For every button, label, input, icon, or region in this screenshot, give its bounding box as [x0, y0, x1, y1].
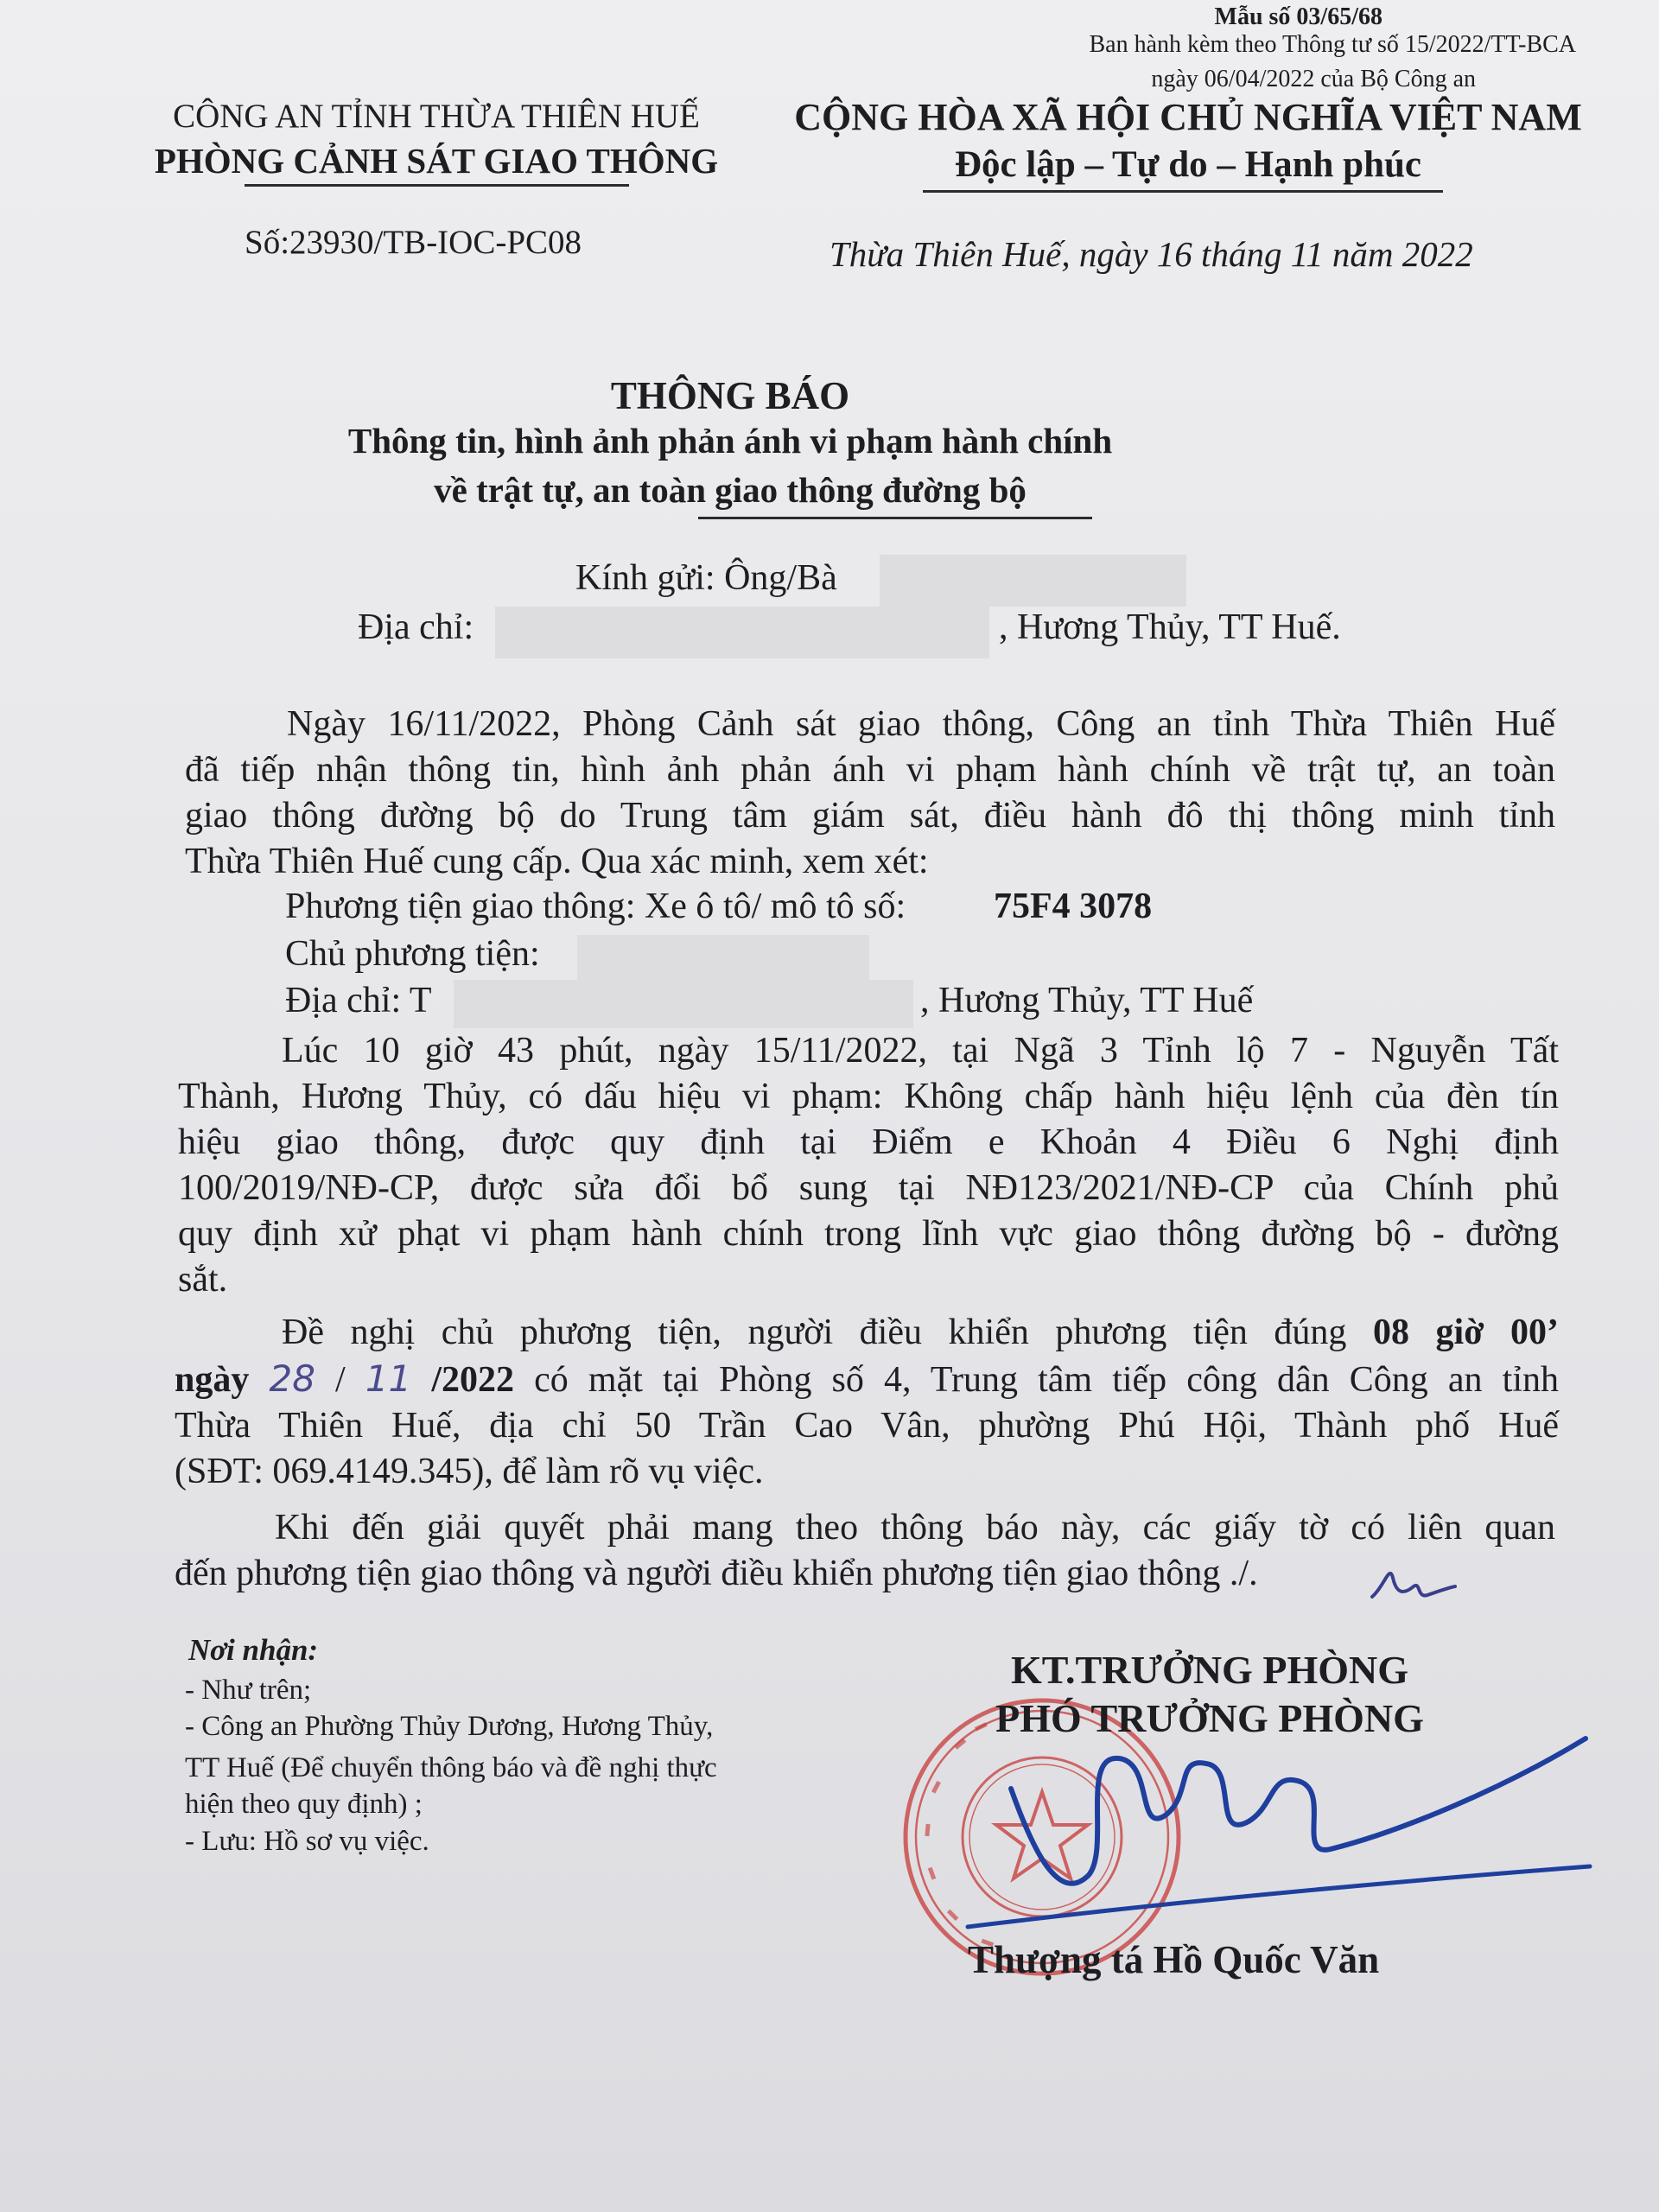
recipients-heading: Nơi nhận:: [188, 1633, 319, 1667]
address-redaction: [495, 607, 989, 658]
paragraph-line: đến phương tiện giao thông và người điều khiển phương tiện giao thông ./.: [175, 1554, 1258, 1593]
document-title: THÔNG BÁO: [610, 374, 850, 417]
recipient-item: - Công an Phường Thủy Dương, Hương Thủy,: [185, 1711, 714, 1742]
agency-parent: CÔNG AN TỈNH THỪA THIÊN HUẾ: [173, 98, 700, 135]
paragraph-line: [175, 1310, 1559, 1356]
summons-day-label: ngày: [175, 1360, 250, 1400]
summons-location: có mặt tại Phòng số 4, Trung tâm tiếp công dân Công an tỉnh: [534, 1360, 1560, 1400]
document-number: Số:23930/TB-IOC-PC08: [245, 224, 582, 261]
handwritten-signature: [950, 1719, 1607, 1953]
document-subtitle-line-1: Thông tin, hình ảnh phản ánh vi phạm hành chính: [347, 421, 1113, 461]
agency-underline: [245, 184, 629, 187]
form-code: Mẫu số 03/65/68: [1214, 3, 1382, 30]
paragraph-line: Ngày 16/11/2022, Phòng Cảnh sát giao thông, Công an tỉnh Thừa Thiên Huế: [287, 704, 1555, 744]
signer-name: Thượng tá Hồ Quốc Văn: [968, 1938, 1380, 1981]
handwritten-day: 28: [269, 1357, 315, 1400]
paragraph-line: Thành, Hương Thủy, có dấu hiệu vi phạm: Không chấp hành hiệu lệnh của đèn tín: [178, 1077, 1559, 1116]
paragraph-intro: [185, 702, 1555, 885]
paragraph-line: giao thông đường bộ do Trung tâm giám sát, điều hành đô thị thông minh tỉnh: [185, 796, 1555, 836]
recipient-item: - Lưu: Hồ sơ vụ việc.: [185, 1826, 429, 1857]
handwritten-month: 11: [365, 1357, 412, 1400]
document-subtitle-line-2: về trật tự, an toàn giao thông đường bộ: [434, 470, 1027, 510]
paragraph-line: Thừa Thiên Huế, địa chỉ 50 Trần Cao Vân, phường Phú Hội, Thành phố Huế: [175, 1406, 1559, 1446]
owner-address-label: Địa chỉ: T: [285, 981, 432, 1020]
recipient-item: - Như trên;: [185, 1675, 312, 1706]
country-motto: Độc lập – Tự do – Hạnh phúc: [955, 144, 1421, 185]
summons-year: /2022: [431, 1360, 515, 1400]
summons-request: Đề nghị chủ phương tiện, người điều khiển phương tiện đúng: [282, 1313, 1347, 1352]
paragraph-line: Thừa Thiên Huế cung cấp. Qua xác minh, xem xét:: [185, 842, 929, 881]
place-date: Thừa Thiên Huế, ngày 16 tháng 11 năm 2022: [830, 234, 1473, 274]
recipient-name-redaction: [880, 555, 1186, 607]
signer-role: PHÓ TRƯỞNG PHÒNG: [995, 1696, 1424, 1740]
summons-time: 08 giờ 00’: [1373, 1313, 1560, 1352]
paragraph-line: [175, 1356, 1559, 1403]
paragraph-summons: [175, 1310, 1559, 1495]
title-underline: [698, 517, 1092, 519]
paragraph-requirements: [175, 1505, 1555, 1597]
vehicle-label: Phương tiện giao thông: Xe ô tô/ mô tô số:: [285, 887, 906, 926]
form-basis-date: ngày 06/04/2022 của Bộ Công an: [1151, 66, 1476, 92]
paragraph-line: sắt.: [178, 1260, 228, 1300]
country-name: CỘNG HÒA XÃ HỘI CHỦ NGHĨA VIỆT NAM: [794, 96, 1582, 138]
license-plate: 75F4 3078: [994, 887, 1153, 926]
paragraph-line: hiệu giao thông, được quy định tại Điểm e Khoản 4 Điều 6 Nghị định: [178, 1122, 1559, 1162]
owner-name-redaction: [577, 935, 869, 980]
form-basis: Ban hành kèm theo Thông tư số 15/2022/TT-BCA: [1089, 31, 1576, 58]
recipient-item: hiện theo quy định) ;: [185, 1789, 423, 1820]
address-label: Địa chỉ:: [358, 607, 474, 647]
paragraph-line: quy định xử phạt vi phạm hành chính trong lĩnh vực giao thông đường bộ - đường: [178, 1214, 1559, 1254]
signing-authority: KT.TRƯỞNG PHÒNG: [1011, 1648, 1408, 1692]
owner-address-redaction: [454, 980, 913, 1028]
owner-address-suffix: , Hương Thủy, TT Huế: [920, 981, 1254, 1020]
paragraph-violation: [178, 1028, 1559, 1303]
recipient-item: TT Huế (Để chuyển thông báo và đề nghị thực: [185, 1752, 717, 1783]
paragraph-line: 100/2019/NĐ-CP, được sửa đổi bổ sung tại NĐ123/2021/NĐ-CP của Chính phủ: [178, 1168, 1559, 1208]
paragraph-line: (SĐT: 069.4149.345), để làm rõ vụ việc.: [175, 1452, 764, 1491]
paragraph-line: Khi đến giải quyết phải mang theo thông báo này, các giấy tờ có liên quan: [275, 1508, 1555, 1548]
initial-mark: [1365, 1552, 1460, 1612]
date-separator: /: [335, 1360, 346, 1400]
address-suffix: , Hương Thủy, TT Huế.: [999, 607, 1341, 647]
paragraph-line: đã tiếp nhận thông tin, hình ảnh phản ánh vi phạm hành chính về trật tự, an toàn: [185, 750, 1555, 790]
motto-underline: [923, 190, 1443, 193]
agency-name: PHÒNG CẢNH SÁT GIAO THÔNG: [154, 141, 719, 181]
owner-label: Chủ phương tiện:: [285, 934, 540, 974]
recipient-label: Kính gửi: Ông/Bà: [575, 558, 837, 598]
paragraph-line: Lúc 10 giờ 43 phút, ngày 15/11/2022, tại Ngã 3 Tỉnh lộ 7 - Nguyễn Tất: [282, 1031, 1559, 1071]
